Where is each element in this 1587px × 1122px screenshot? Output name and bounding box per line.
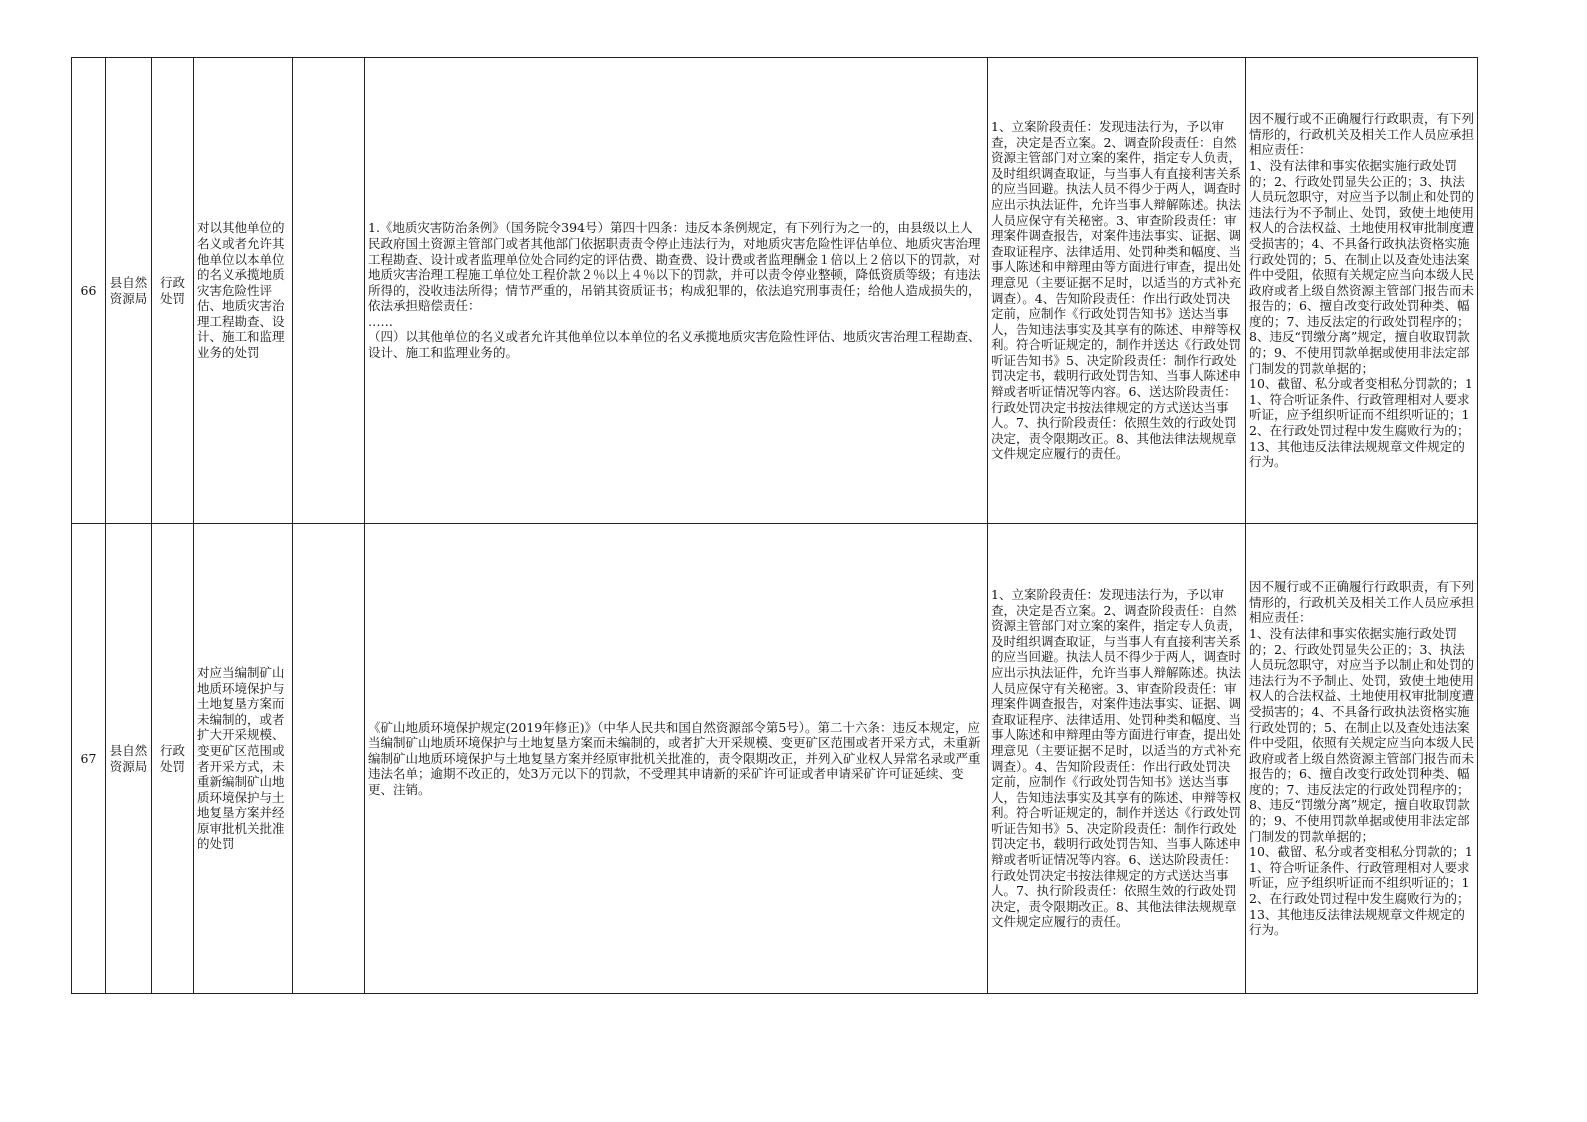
power-type-cell: 行政处罚 <box>152 524 194 994</box>
sub-item-cell <box>293 58 365 524</box>
table-row <box>72 524 1478 994</box>
accountability-cell: 因不履行或不正确履行行政职责，有下列情形的，行政机关及相关工作人员应承担相应责任： 1、没有法律和事实依据实施行政处罚的；2、行政处罚显失公正的；3、执法人员玩忽职守，对应当予以制止和处罚的违法行为不予制止、处罚，致使土地使用权人的合法权益、土地使用权审批制度遭受损害的；4、不具备行政执法资格实施行政处罚的；5、在制止以及查处违法案件中受阻，依照有关规定应当向本级人民政府或者上级自然资源主管部门报告而未报告的；6、擅自改变行政处罚种类、幅度的；7、违反法定的行政处罚程序的；8、违反“罚缴分离”规定，擅自收取罚款的；9、不使用罚款单据或使用非法定部门制发的罚款单据的； 10、截留、私分或者变相私分罚款的；11、符合听证条件、行政管理相对人要求听证，应予组织听证而不组织听证的；12、在行政处罚过程中发生腐败行为的；13、其他违反法律法规规章文件规定的行为。 <box>1246 524 1478 994</box>
item-name-cell: 对应当编制矿山地质环境保护与土地复垦方案而未编制的，或者扩大开采规模、变更矿区范围或者开采方式，未重新编制矿山地质环境保护与土地复垦方案并经原审批机关批准的处罚 <box>194 524 293 994</box>
item-name-cell: 对以其他单位的名义或者允许其他单位以本单位的名义承揽地质灾害危险性评估、地质灾害治理工程勘查、设计、施工和监理业务的处罚 <box>194 58 293 524</box>
table-row <box>72 58 1478 524</box>
responsibility-cell: 1、立案阶段责任：发现违法行为，予以审查，决定是否立案。2、调查阶段责任：自然资源主管部门对立案的案件，指定专人负责，及时组织调查取证，与当事人有直接利害关系的应当回避。执法人员不得少于两人，调查时应出示执法证件，允许当事人辩解陈述。执法人员应保守有关秘密。3、审查阶段责任：审理案件调查报告，对案件违法事实、证据、调查取证程序、法律适用、处罚种类和幅度、当事人陈述和申辩理由等方面进行审查，提出处理意见（主要证据不足时，以适当的方式补充调查）。4、告知阶段责任：作出行政处罚决定前，应制作《行政处罚告知书》送达当事人，告知违法事实及其享有的陈述、申辩等权利。符合听证规定的，制作并送达《行政处罚听证告知书》5、决定阶段责任：制作行政处罚决定书，载明行政处罚告知、当事人陈述申辩或者听证情况等内容。6、送达阶段责任：行政处罚决定书按法律规定的方式送达当事人。7、执行阶段责任：依照生效的行政处罚决定，责令限期改正。8、其他法律法规规章文件规定应履行的责任。 <box>988 524 1246 994</box>
power-list-table <box>71 57 1478 994</box>
row-number: 66 <box>72 58 106 524</box>
legal-basis-cell: 1.《地质灾害防治条例》（国务院令394号）第四十四条：违反本条例规定，有下列行为之一的，由县级以上人民政府国土资源主管部门或者其他部门依据职责责令停止违法行为，对地质灾害危险性评估单位、地质灾害治理工程勘查、设计或者监理单位处合同约定的评估费、勘查费、设计费或者监理酬金１倍以上２倍以下的罚款，对地质灾害治理工程施工单位处工程价款２％以上４％以下的罚款，并可以责令停业整顿，降低资质等级；有违法所得的，没收违法所得；情节严重的，吊销其资质证书；构成犯罪的，依法追究刑事责任；给他人造成损失的，依法承担赔偿责任： …… （四）以其他单位的名义或者允许其他单位以本单位的名义承揽地质灾害危险性评估、地质灾害治理工程勘查、设计、施工和监理业务的。 <box>365 58 988 524</box>
row-number: 67 <box>72 524 106 994</box>
department-cell: 县自然资源局 <box>106 524 152 994</box>
department-cell: 县自然资源局 <box>106 58 152 524</box>
sub-item-cell <box>293 524 365 994</box>
accountability-cell: 因不履行或不正确履行行政职责，有下列情形的，行政机关及相关工作人员应承担相应责任： 1、没有法律和事实依据实施行政处罚的；2、行政处罚显失公正的；3、执法人员玩忽职守，对应当予以制止和处罚的违法行为不予制止、处罚，致使土地使用权人的合法权益、土地使用权审批制度遭受损害的；4、不具备行政执法资格实施行政处罚的；5、在制止以及查处违法案件中受阻，依照有关规定应当向本级人民政府或者上级自然资源主管部门报告而未报告的；6、擅自改变行政处罚种类、幅度的；7、违反法定的行政处罚程序的；8、违反“罚缴分离”规定，擅自收取罚款的；9、不使用罚款单据或使用非法定部门制发的罚款单据的； 10、截留、私分或者变相私分罚款的；11、符合听证条件、行政管理相对人要求听证，应予组织听证而不组织听证的；12、在行政处罚过程中发生腐败行为的；13、其他违反法律法规规章文件规定的行为。 <box>1246 58 1478 524</box>
responsibility-cell: 1、立案阶段责任：发现违法行为，予以审查，决定是否立案。2、调查阶段责任：自然资源主管部门对立案的案件，指定专人负责，及时组织调查取证，与当事人有直接利害关系的应当回避。执法人员不得少于两人，调查时应出示执法证件，允许当事人辩解陈述。执法人员应保守有关秘密。3、审查阶段责任：审理案件调查报告，对案件违法事实、证据、调查取证程序、法律适用、处罚种类和幅度、当事人陈述和申辩理由等方面进行审查，提出处理意见（主要证据不足时，以适当的方式补充调查）。4、告知阶段责任：作出行政处罚决定前，应制作《行政处罚告知书》送达当事人，告知违法事实及其享有的陈述、申辩等权利。符合听证规定的，制作并送达《行政处罚听证告知书》5、决定阶段责任：制作行政处罚决定书，载明行政处罚告知、当事人陈述申辩或者听证情况等内容。6、送达阶段责任：行政处罚决定书按法律规定的方式送达当事人。7、执行阶段责任：依照生效的行政处罚决定，责令限期改正。8、其他法律法规规章文件规定应履行的责任。 <box>988 58 1246 524</box>
power-type-cell: 行政处罚 <box>152 58 194 524</box>
legal-basis-cell: 《矿山地质环境保护规定(2019年修正)》（中华人民共和国自然资源部令第5号）。第二十六条：违反本规定，应当编制矿山地质环境保护与土地复垦方案而未编制的，或者扩大开采规模、变更矿区范围或者开采方式，未重新编制矿山地质环境保护与土地复垦方案并经原审批机关批准的，责令限期改正，并列入矿业权人异常名录或严重违法名单；逾期不改正的，处3万元以下的罚款，不受理其申请新的采矿许可证或者申请采矿许可证延续、变更、注销。 <box>365 524 988 994</box>
